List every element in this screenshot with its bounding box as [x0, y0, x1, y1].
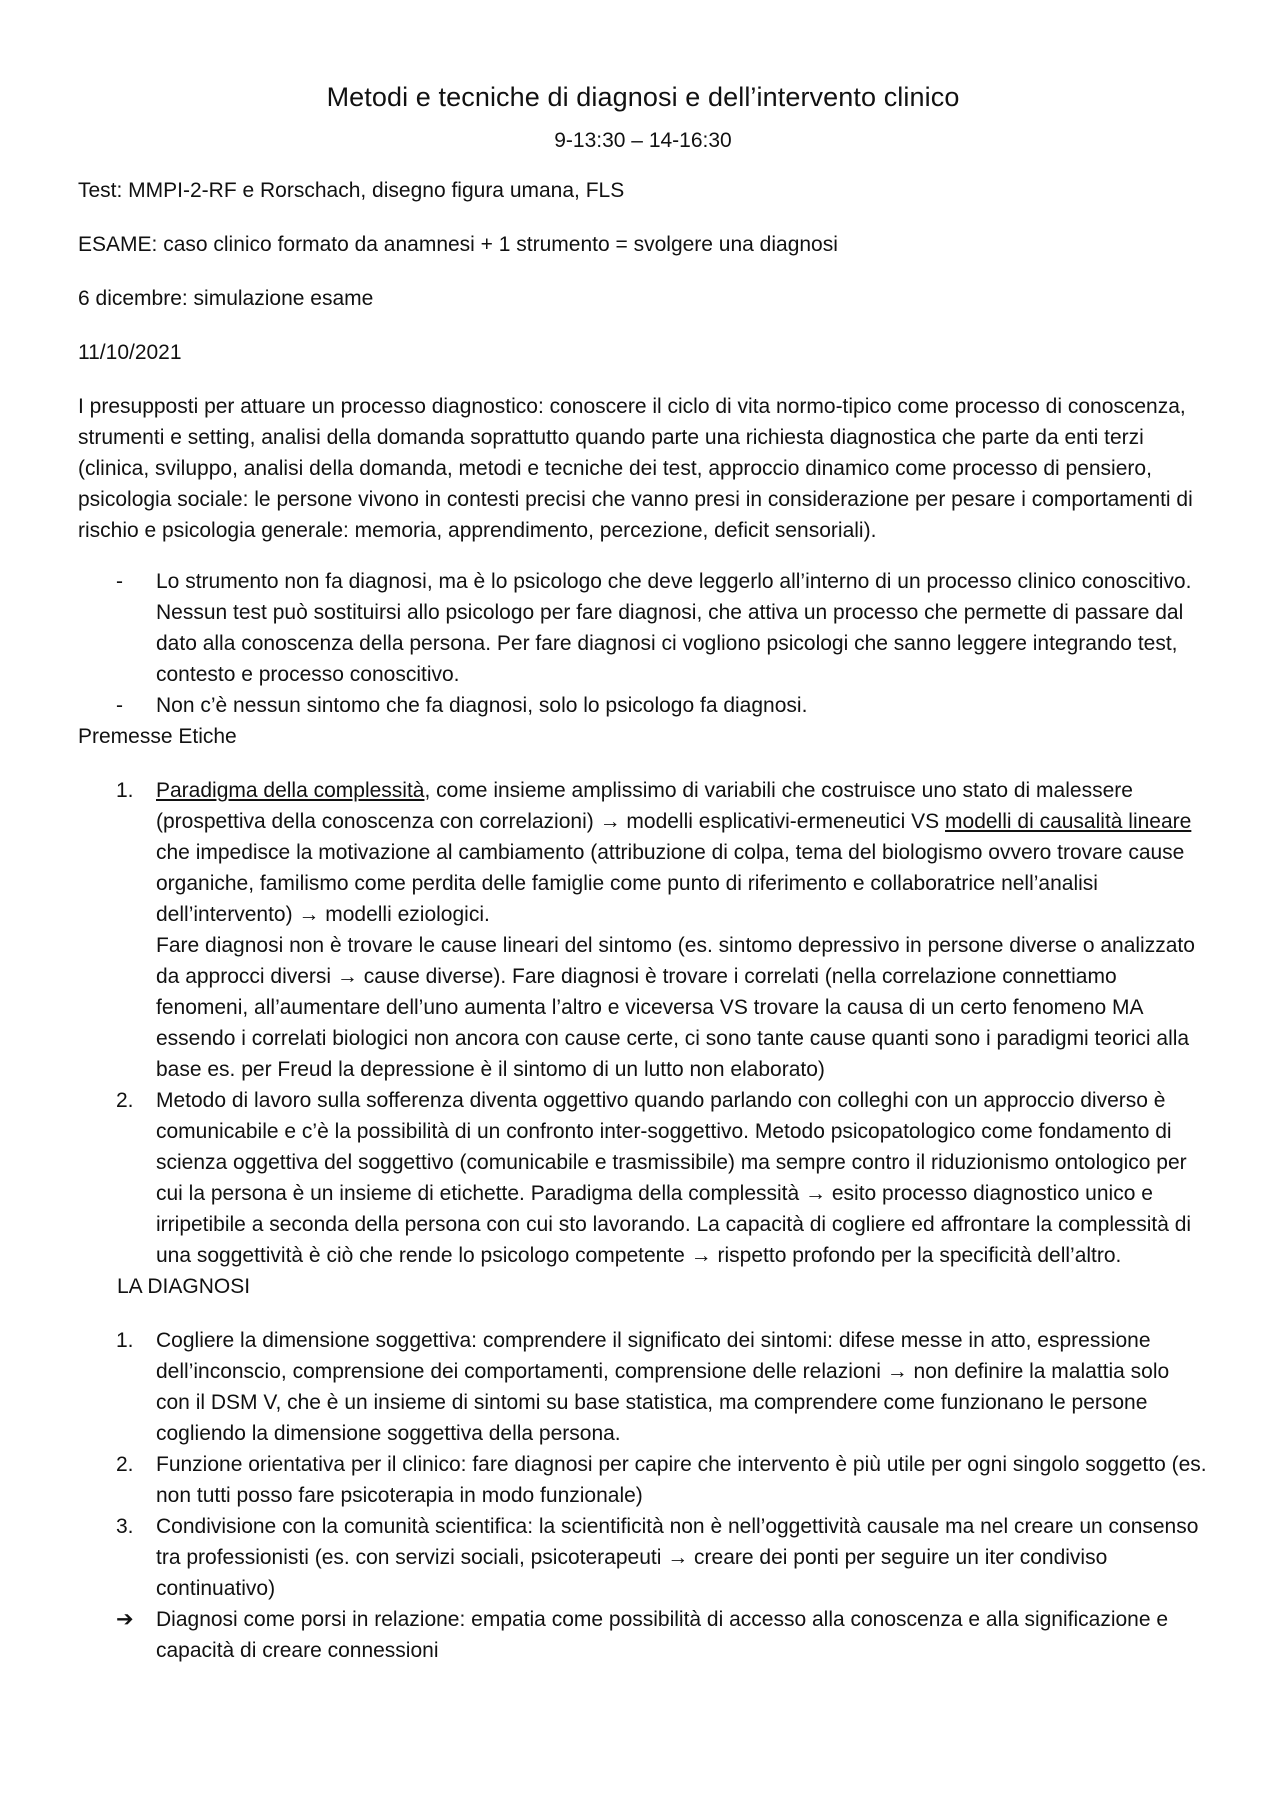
document-page	[78, 82, 1208, 1666]
list-item-text: , come insieme amplissimo di variabili che costruisce uno stato di malessere (prospettiva della conoscenza con correlazioni) → modelli esplicativi-ermeneutici VS	[156, 779, 1133, 833]
list-item-text: Metodo di lavoro sulla sofferenza diventa oggettivo quando parlando con colleghi con un approccio diverso è comunicabile e c’è la possibilità di un confronto inter-soggettivo. Metodo psicopatologico come fondamento di scienza oggettiva del soggettivo (comunicabile e trasmissibile) ma sempre contro il riduzionismo ontologico per cui la persona è un insieme di etichette. Paradigma della complessità → esito processo diagnostico unico e irripetibile a seconda della persona con cui sto lavorando. La capacità di cogliere ed affrontare la complessità di una soggettività è ciò che rende lo psicologo competente → rispetto profondo per la specificità dell’altro.	[156, 1089, 1192, 1267]
list-item	[78, 775, 1208, 1085]
underlined-term: modelli di causalità lineare	[945, 810, 1192, 833]
number-marker: 2.	[116, 1453, 134, 1476]
intro-paragraph: I presupposti per attuare un processo diagnostico: conoscere il ciclo di vita normo-tipico come processo di conoscenza, strumenti e setting, analisi della domanda soprattutto quando parte una richiesta diagnostica che parte da enti terzi (clinica, sviluppo, analisi della domanda, metodi e tecniche dei test, approccio dinamico come processo di pensiero, psicologia sociale: le persone vivono in contesti precisi che vanno presi in considerazione per pesare i comportamenti di rischio e psicologia generale: memoria, apprendimento, percezione, deficit sensoriali).	[78, 395, 1193, 542]
dash-marker: -	[116, 694, 123, 717]
list-item-text: Lo strumento non fa diagnosi, ma è lo psicologo che deve leggerlo all’interno di un processo clinico conoscitivo. Nessun test può sostituirsi allo psicologo per fare diagnosi, che attiva un processo che permette di passare dal dato alla conoscenza della persona. Per fare diagnosi ci vogliono psicologi che sanno leggere integrando test, contesto e processo conoscitivo.	[156, 570, 1192, 686]
number-marker: 1.	[116, 779, 134, 802]
premesse-list	[78, 775, 1208, 1271]
premesse-heading: Premesse Etiche	[78, 725, 237, 748]
date-line: 11/10/2021	[78, 341, 182, 364]
list-item-text: Fare diagnosi non è trovare le cause lineari del sintomo (es. sintomo depressivo in persone diverse o analizzato da approcci diversi → cause diverse). Fare diagnosi è trovare i correlati (nella correlazione connettiamo fenomeni, all’aumentare dell’uno aumenta l’altro e viceversa VS trovare la causa di un certo fenomeno MA essendo i correlati biologici non ancora con cause certe, ci sono tante cause quanti sono i paradigmi teorici alla base es. per Freud la depressione è il sintomo di un lutto non elaborato)	[156, 934, 1195, 1081]
list-item	[78, 690, 1208, 721]
list-item-text: Condivisione con la comunità scientifica: la scientificità non è nell’oggettività causale ma nel creare un consenso tra professionisti (es. con servizi sociali, psicoterapeuti → creare dei ponti per seguire un iter condiviso continuativo)	[156, 1515, 1199, 1600]
list-item-text: che impedisce la motivazione al cambiamento (attribuzione di colpa, tema del biologismo ovvero trovare cause organiche, familismo come perdita delle famiglie come punto di riferimento e collaboratrice nell’analisi dell’intervento) → modelli eziologici.	[156, 841, 1185, 926]
list-item	[78, 1449, 1208, 1511]
list-item-text: Diagnosi come porsi in relazione: empatia come possibilità di accesso alla conoscenza e alla significazione e capacità di creare connessioni	[156, 1608, 1169, 1662]
arrow-list	[78, 1604, 1208, 1666]
schedule-line: 9-13:30 – 14-16:30	[554, 129, 732, 152]
list-item	[78, 566, 1208, 690]
dash-list	[78, 566, 1208, 721]
dash-marker: -	[116, 570, 123, 593]
underlined-term: Paradigma della complessità	[156, 779, 425, 802]
list-item	[78, 1325, 1208, 1449]
diagnosi-list	[78, 1325, 1208, 1604]
test-line: Test: MMPI-2-RF e Rorschach, disegno figura umana, FLS	[78, 179, 625, 202]
number-marker: 2.	[116, 1089, 134, 1112]
list-item	[78, 1604, 1208, 1666]
arrow-right-icon: ➔	[116, 1608, 134, 1631]
list-item-text: Non c’è nessun sintomo che fa diagnosi, solo lo psicologo fa diagnosi.	[156, 694, 808, 717]
list-item	[78, 1085, 1208, 1271]
list-item-text: Funzione orientativa per il clinico: fare diagnosi per capire che intervento è più utile per ogni singolo soggetto (es. non tutti posso fare psicoterapia in modo funzionale)	[156, 1453, 1207, 1507]
diagnosi-heading: LA DIAGNOSI	[117, 1275, 251, 1298]
list-item-text: Cogliere la dimensione soggettiva: comprendere il significato dei sintomi: difese messe in atto, espressione dell’inconscio, comprensione dei comportamenti, comprensione delle relazioni → non definire la malattia solo con il DSM V, che è un insieme di sintomi su base statistica, ma comprendere come funzionano le persone cogliendo la dimensione soggettiva della persona.	[156, 1329, 1170, 1445]
number-marker: 1.	[116, 1329, 134, 1352]
simulation-line: 6 dicembre: simulazione esame	[78, 287, 374, 310]
exam-line: ESAME: caso clinico formato da anamnesi + 1 strumento = svolgere una diagnosi	[78, 233, 838, 256]
document-title: Metodi e tecniche di diagnosi e dell’intervento clinico	[326, 82, 960, 112]
number-marker: 3.	[116, 1515, 134, 1538]
list-item	[78, 1511, 1208, 1604]
